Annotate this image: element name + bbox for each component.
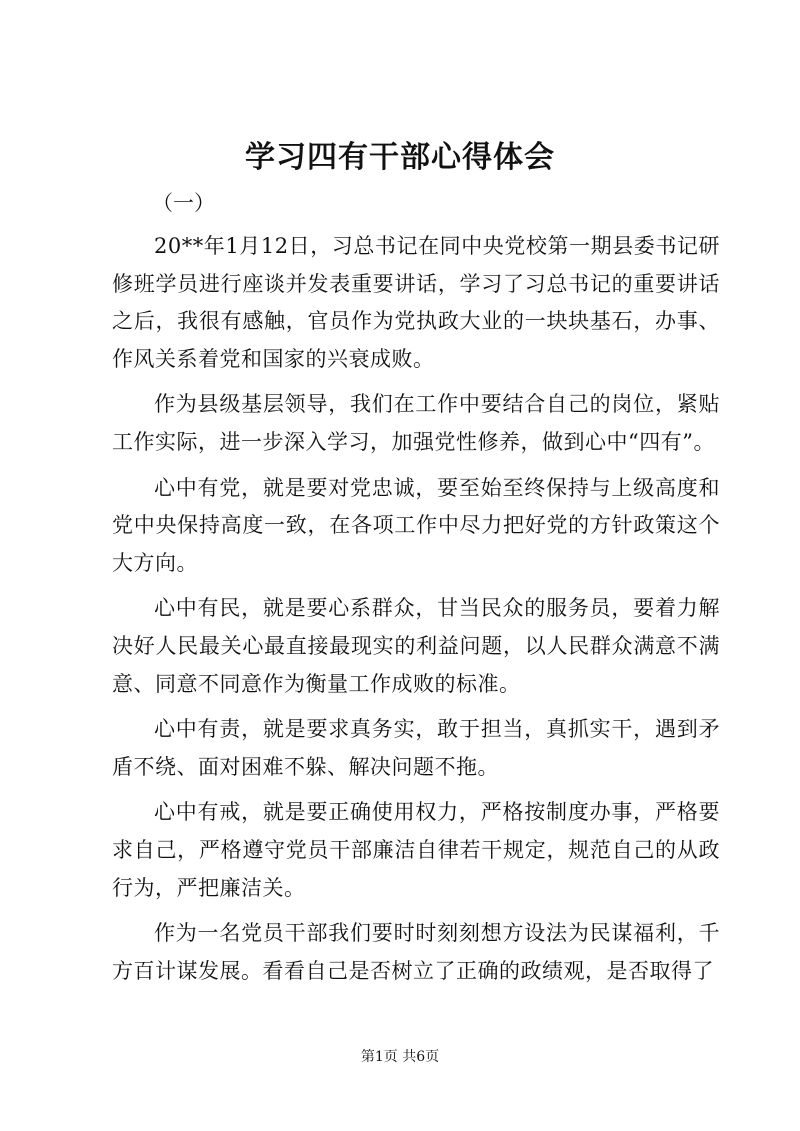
paragraph: 心中有民，就是要心系群众，甘当民众的服务员，要着力解决好人民最关心最直接最现实的利益问题，以人民群众满意不满意、同意不同意作为衡量工作成败的标准。 — [112, 596, 720, 696]
section-label: （一） — [152, 191, 215, 215]
paragraph: 心中有责，就是要求真务实，敢于担当，真抓实干，遇到矛盾不绕、面对困难不躲、解决问题不拖。 — [112, 717, 720, 779]
paragraph: 心中有戒，就是要正确使用权力，严格按制度办事，严格要求自己，严格遵守党员干部廉洁自律若干规定，规范自己的从政行为，严把廉洁关。 — [112, 800, 720, 900]
paragraph: 20**年1月12日，习总书记在同中央党校第一期县委书记研修班学员进行座谈并发表重要讲话，学习了习总书记的重要讲话之后，我很有感触，官员作为党执政大业的一块块基石，办事、作风关系着党和国家的兴衰成败。 — [112, 234, 720, 371]
paragraph: 作为县级基层领导，我们在工作中要结合自己的岗位，紧贴工作实际，进一步深入学习，加强党性修养，做到心中“四有”。 — [112, 392, 720, 454]
page-title: 学习四有干部心得体会 — [245, 140, 555, 175]
paragraph: 作为一名党员干部我们要时时刻刻想方设法为民谋福利，千方百计谋发展。看看自己是否树立了正确的政绩观，是否取得了 — [112, 921, 720, 983]
document-body — [112, 228, 720, 998]
paragraph: 心中有党，就是要对党忠诚，要至始至终保持与上级高度和党中央保持高度一致，在各项工作中尽力把好党的方针政策这个大方向。 — [112, 475, 720, 575]
page-footer: 第1页 共6页 — [360, 1049, 440, 1065]
